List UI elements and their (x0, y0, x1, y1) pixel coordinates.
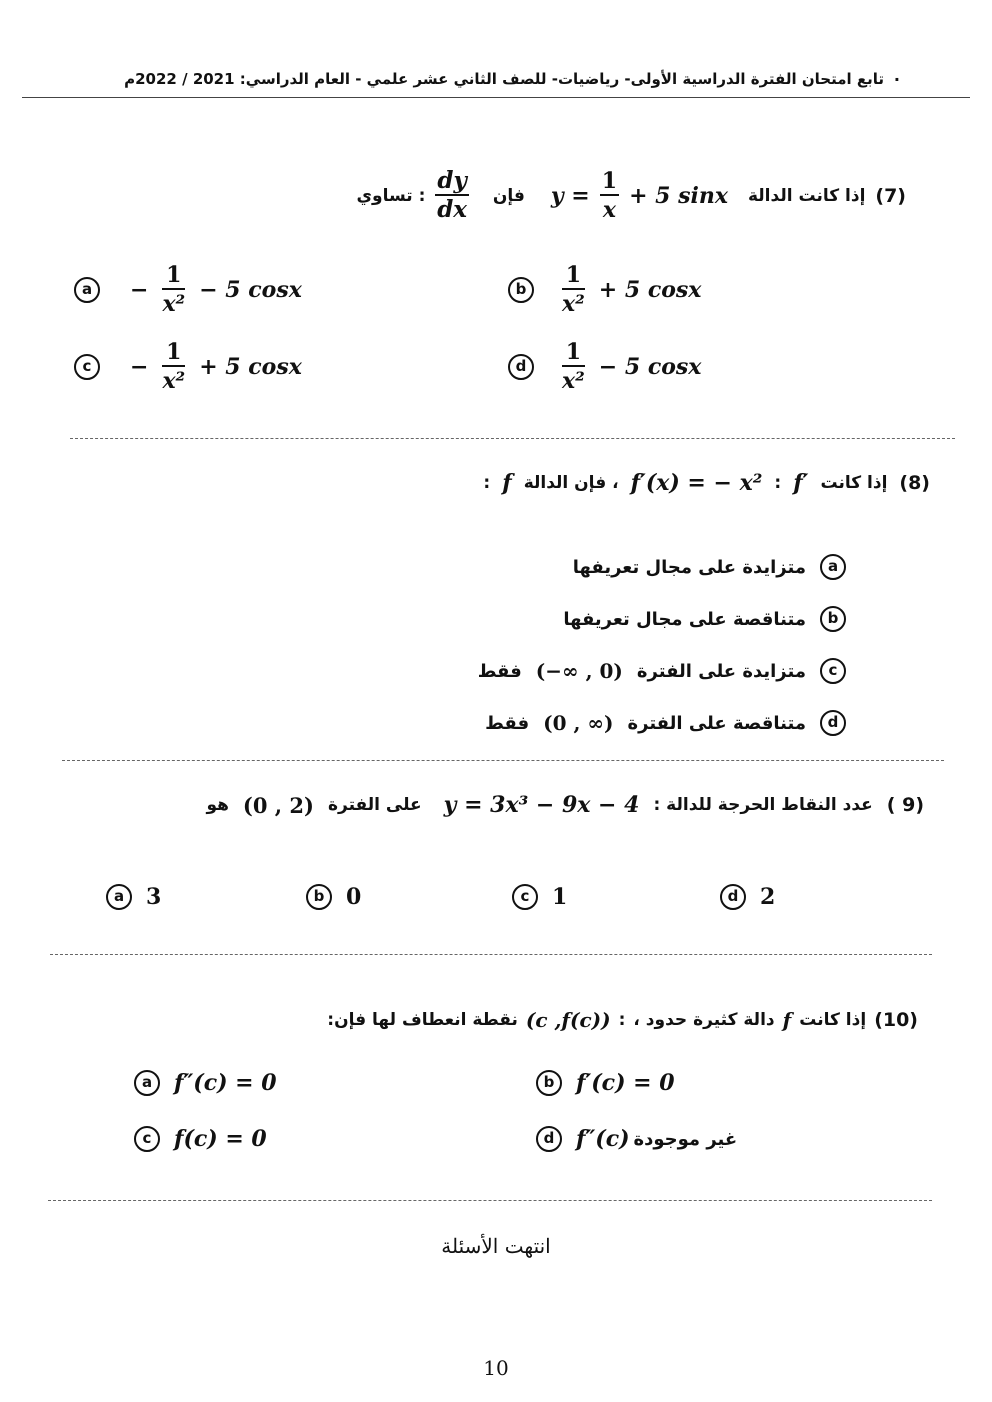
option-b-mark: b (536, 1070, 562, 1096)
q7-frac-num: 1 (601, 168, 618, 194)
q10-d-note: غير موجودة (633, 1128, 738, 1150)
option-a-mark: a (74, 277, 100, 303)
q10-option-b[interactable] (536, 1070, 675, 1096)
q8-f: f (502, 470, 512, 496)
q9-number: ( 9) (886, 794, 924, 816)
q7-fraction (600, 168, 619, 224)
q9-option-d[interactable] (720, 884, 775, 910)
q7-d-rest: − 5 cosx (598, 354, 702, 380)
q7-a-num: 1 (162, 262, 185, 290)
q9-option-b[interactable] (306, 884, 361, 910)
q10-f: f (782, 1008, 792, 1032)
option-c-mark: c (512, 884, 538, 910)
page-number: 10 (483, 1356, 509, 1380)
q8-a-text: متزايدة على مجال تعريفها (572, 556, 806, 578)
divider-q9 (50, 954, 932, 955)
option-b-mark: b (820, 606, 846, 632)
option-a-mark: a (820, 554, 846, 580)
option-d-mark: d (720, 884, 746, 910)
q7-number: (7) (875, 185, 906, 207)
q8-d-text: متناقصة على الفترة (627, 712, 806, 734)
option-b-mark: b (508, 277, 534, 303)
divider-q10 (48, 1200, 932, 1201)
q9-a-value: 3 (146, 884, 162, 910)
q8-c-only: فقط (477, 660, 522, 682)
q7-dy: dy (437, 167, 467, 194)
q8-colon-end: : (483, 473, 491, 493)
q8-number: (8) (899, 472, 930, 494)
q10-a-expr: f″(c) = 0 (174, 1070, 277, 1096)
q7-derivative (435, 168, 468, 224)
q8-d-only: فقط (485, 712, 530, 734)
q10-lead: إذا كانت (799, 1010, 867, 1030)
q8-expression: f′(x) = − x² (630, 470, 763, 496)
q7-d-fraction (562, 339, 585, 395)
q7-then: فإن (492, 186, 525, 206)
q9-c-value: 1 (552, 884, 568, 910)
q10-option-d[interactable] (536, 1126, 737, 1152)
option-a-mark: a (134, 1070, 160, 1096)
option-a-mark: a (106, 884, 132, 910)
q8-then: ، فإن الدالة (523, 473, 619, 493)
q10-option-a[interactable] (134, 1070, 277, 1096)
option-c-mark: c (74, 354, 100, 380)
q10-number: (10) (874, 1009, 918, 1031)
q9-is: هو (206, 795, 229, 815)
option-d-mark: d (508, 354, 534, 380)
q8-option-b[interactable] (563, 606, 846, 632)
q7-lead: إذا كانت الدالة (747, 186, 866, 206)
end-of-questions: انتهت الأسئلة (441, 1234, 551, 1258)
option-d-mark: d (536, 1126, 562, 1152)
q7-y-eq: y = (550, 183, 590, 209)
q7-frac-den: x (602, 197, 616, 223)
q7-b-den: x² (562, 291, 585, 317)
q7-option-b[interactable] (508, 262, 701, 318)
q7-rest: + 5 sinx (629, 183, 728, 209)
option-b-mark: b (306, 884, 332, 910)
q7-a-sign: − (130, 277, 149, 303)
q8-option-a[interactable] (573, 554, 846, 580)
q7-b-fraction (562, 262, 585, 318)
q10-mid: دالة كثيرة حدود ، (633, 1010, 775, 1030)
q7-c-rest: + 5 cosx (199, 354, 302, 380)
q10-option-c[interactable] (134, 1126, 267, 1152)
header-rule (22, 97, 970, 98)
q9-option-c[interactable] (512, 884, 567, 910)
option-d-mark: d (820, 710, 846, 736)
header-dot: . (893, 66, 900, 85)
q9-lead: عدد النقاط الحرجة للدالة : (653, 795, 873, 815)
question-10-stem (327, 1008, 918, 1032)
q8-option-c[interactable] (478, 658, 846, 684)
q8-c-text: متزايدة على الفترة (636, 660, 806, 682)
exam-header: تابع امتحان الفترة الدراسية الأولى- رياضيات- للصف الثاني عشر علمي - العام الدراسي: 2021 / 2022م (124, 70, 884, 88)
q10-c-expr: f(c) = 0 (174, 1126, 267, 1152)
divider-q7 (70, 438, 955, 439)
q7-c-num: 1 (162, 339, 185, 367)
q7-c-den: x² (162, 368, 186, 394)
q7-option-a[interactable] (74, 262, 302, 318)
q9-b-value: 0 (346, 884, 362, 910)
question-9-stem (206, 792, 924, 818)
question-8-stem (483, 470, 930, 496)
q7-b-rest: + 5 cosx (598, 277, 702, 303)
q8-option-d[interactable] (485, 710, 846, 736)
q7-option-c[interactable] (74, 339, 302, 395)
q10-b-expr: f′(c) = 0 (576, 1070, 675, 1096)
q7-c-sign: − (130, 354, 149, 380)
question-7-stem (356, 168, 906, 224)
q9-d-value: 2 (760, 884, 776, 910)
q7-dx: dx (437, 196, 467, 223)
divider-q8 (62, 760, 944, 761)
q8-colon: : (774, 473, 782, 493)
q8-fprime: f′ (793, 470, 809, 496)
q9-interval: (0 , 2) (242, 792, 314, 818)
q7-a-rest: − 5 cosx (199, 277, 302, 303)
q10-d-expr: f″(c) (576, 1126, 630, 1152)
q7-d-den: x² (562, 368, 585, 394)
q7-option-d[interactable] (508, 339, 701, 395)
q7-equals-label: تساوي : (356, 186, 426, 206)
q8-lead: إذا كانت (820, 473, 888, 493)
q8-d-interval: (0 , ∞) (543, 711, 614, 735)
q7-d-num: 1 (562, 339, 585, 367)
q8-b-text: متناقصة على مجال تعريفها (563, 608, 806, 630)
q9-option-a[interactable] (106, 884, 161, 910)
option-c-mark: c (820, 658, 846, 684)
q7-a-fraction (162, 262, 185, 318)
q7-a-den: x² (162, 291, 186, 317)
q7-b-num: 1 (562, 262, 585, 290)
q10-point: (c ,f(c)) (525, 1008, 611, 1032)
q8-c-interval: (−∞ , 0) (535, 659, 623, 683)
option-c-mark: c (134, 1126, 160, 1152)
q9-expression: y = 3x³ − 9x − 4 (443, 792, 640, 818)
q10-colon: : (618, 1010, 626, 1030)
q9-on: على الفترة (327, 795, 422, 815)
q10-tail: نقطة انعطاف لها فإن: (327, 1010, 518, 1030)
q7-c-fraction (162, 339, 185, 395)
